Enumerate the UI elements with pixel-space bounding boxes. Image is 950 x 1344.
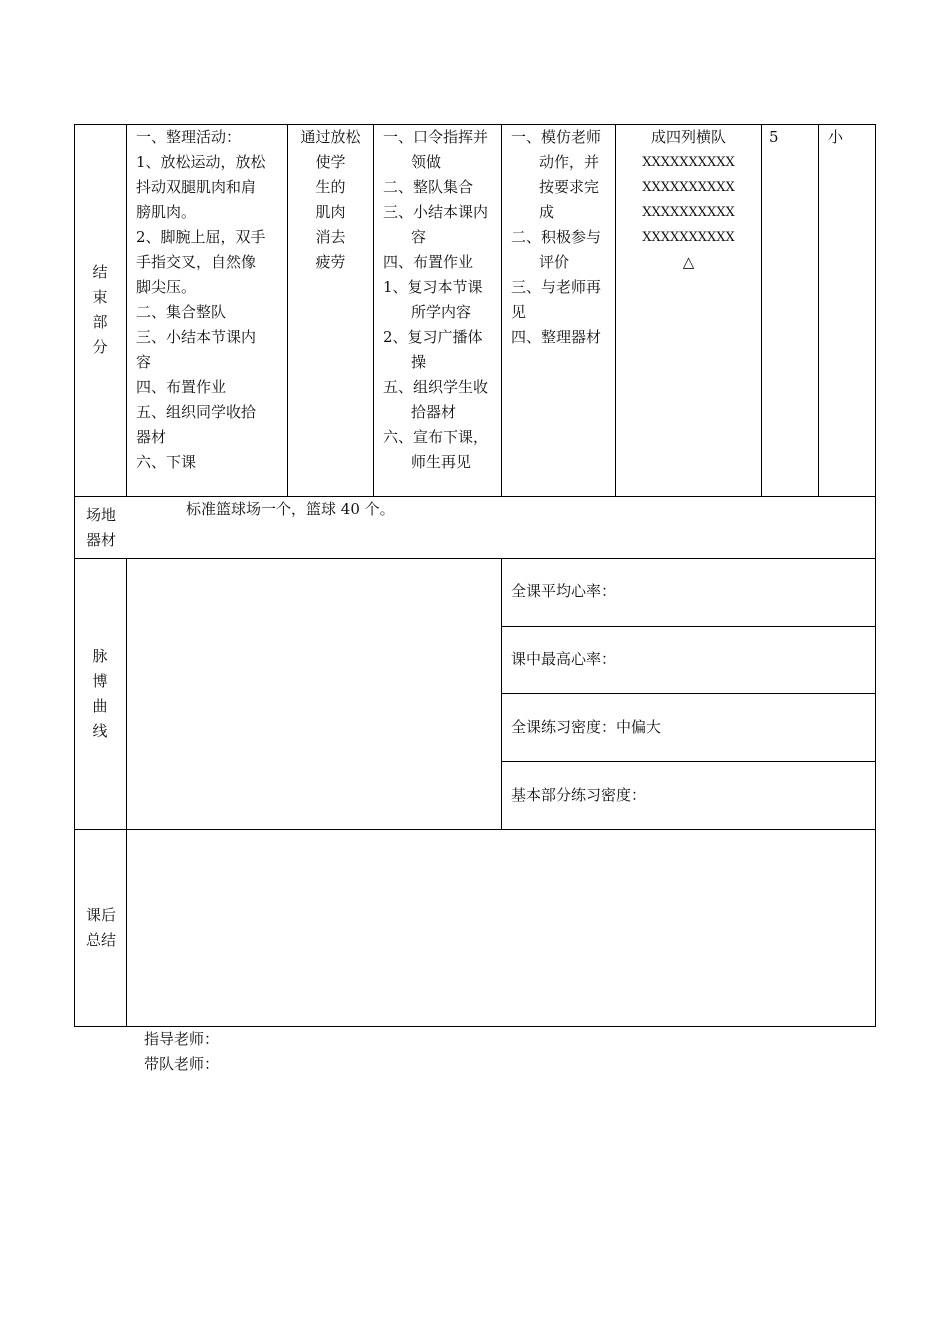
guide-teacher: 指导老师： — [144, 1030, 220, 1048]
end-section-goal — [288, 125, 373, 275]
table-border — [74, 558, 876, 559]
formation-line: △ — [682, 253, 695, 271]
venue-label: 场地器材 — [85, 506, 116, 549]
teacher-line: 1、复习本节课 — [383, 278, 483, 296]
teacher-line: 师生再见 — [411, 453, 472, 471]
student-line: 四、整理器材 — [511, 328, 602, 346]
table-border — [501, 558, 502, 829]
teacher-line: 领做 — [411, 153, 442, 171]
teacher-line: 二、整队集合 — [383, 178, 474, 196]
formation-line: XXXXXXXXXX — [642, 230, 735, 245]
content-line: 三、小结本节课内 — [136, 328, 257, 346]
content-line: 五、组织同学收拾 — [136, 403, 257, 421]
goal-line: 消去 — [315, 228, 346, 246]
table-border — [74, 124, 75, 1027]
teacher-line: 操 — [411, 353, 427, 371]
content-line: 抖动双腿肌肉和肩 — [136, 178, 257, 196]
teacher-line: 一、口令指挥并 — [383, 128, 489, 146]
formation-line: XXXXXXXXXX — [642, 180, 735, 195]
end-section-label: 结束部分 — [92, 263, 108, 356]
teacher-line: 五、组织学生收 — [383, 378, 489, 396]
end-section-student — [511, 125, 601, 350]
teacher-line: 容 — [411, 228, 427, 246]
end-section-formation — [616, 125, 761, 275]
student-line: 见 — [511, 303, 527, 321]
venue-content: 标准篮球场一个，篮球 40 个。 — [186, 500, 395, 518]
pulse-label: 脉博曲线 — [92, 647, 108, 740]
content-line: 一、整理活动： — [136, 128, 242, 146]
teacher-line: 三、小结本课内 — [383, 203, 489, 221]
content-line: 容 — [136, 353, 152, 371]
teacher-line: 四、布置作业 — [383, 253, 474, 271]
lead-teacher: 带队老师： — [144, 1055, 220, 1073]
student-line: 三、与老师再 — [511, 278, 602, 296]
content-line: 脚尖压。 — [136, 278, 197, 296]
table-border — [74, 829, 876, 830]
table-border — [501, 626, 876, 627]
basic-density: 基本部分练习密度： — [511, 786, 647, 804]
table-border — [126, 558, 127, 1026]
teacher-line: 所学内容 — [411, 303, 472, 321]
student-line: 一、模仿老师 — [511, 128, 602, 146]
max-heart-rate: 课中最高心率： — [511, 650, 617, 668]
table-border — [501, 124, 502, 496]
goal-line: 使学 — [315, 153, 346, 171]
content-line: 二、集合整队 — [136, 303, 227, 321]
table-border — [501, 693, 876, 694]
table-border — [126, 124, 127, 496]
table-border — [818, 124, 819, 496]
student-line: 评价 — [539, 253, 570, 271]
student-line: 成 — [539, 203, 555, 221]
student-line: 按要求完 — [539, 178, 600, 196]
teacher-line: 2、复习广播体 — [383, 328, 483, 346]
content-line: 2、脚腕上屈，双手 — [136, 228, 266, 246]
formation-line: 成四列横队 — [650, 128, 726, 146]
teacher-line: 拾器材 — [411, 403, 457, 421]
table-border — [373, 124, 374, 496]
content-line: 膀肌肉。 — [136, 203, 197, 221]
table-border — [761, 124, 762, 496]
goal-line: 肌肉 — [315, 203, 346, 221]
goal-line: 疲劳 — [315, 253, 346, 271]
formation-line: XXXXXXXXXX — [642, 155, 735, 170]
end-section-content — [136, 125, 266, 475]
end-section-time: 5 — [769, 128, 779, 146]
content-line: 六、下课 — [136, 453, 197, 471]
teacher-line: 六、宣布下课， — [383, 428, 489, 446]
student-line: 动作，并 — [539, 153, 600, 171]
summary-label: 课后总结 — [85, 906, 116, 949]
overall-density: 全课练习密度：中偏大 — [511, 718, 662, 736]
content-line: 手指交叉，自然像 — [136, 253, 257, 271]
avg-heart-rate: 全课平均心率： — [511, 582, 617, 600]
formation-line: XXXXXXXXXX — [642, 205, 735, 220]
table-border — [501, 761, 876, 762]
end-section-intensity: 小 — [828, 128, 844, 146]
content-line: 四、布置作业 — [136, 378, 227, 396]
goal-line: 通过放松 — [300, 128, 361, 146]
content-line: 器材 — [136, 428, 167, 446]
end-section-teacher — [383, 125, 488, 475]
student-line: 二、积极参与 — [511, 228, 602, 246]
table-border — [875, 124, 876, 1027]
content-line: 1、放松运动，放松 — [136, 153, 266, 171]
goal-line: 生的 — [315, 178, 346, 196]
